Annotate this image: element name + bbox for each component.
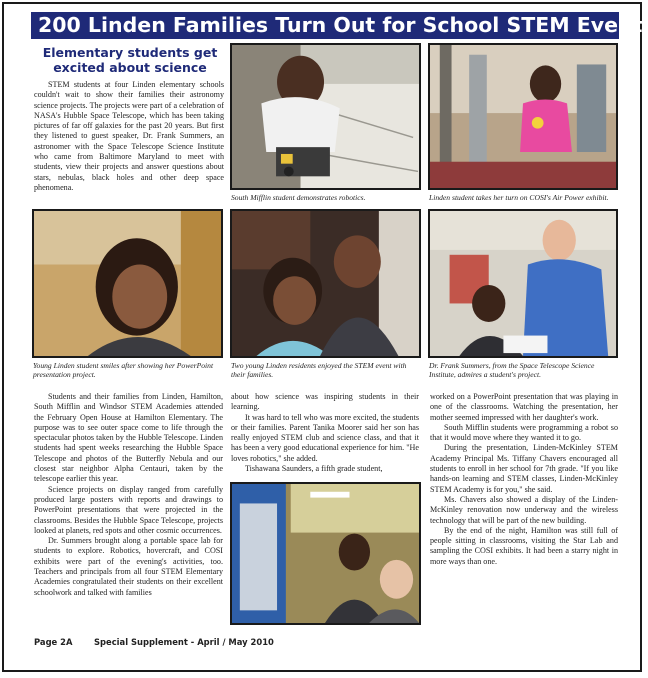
caption-robotics: South Mifflin student demonstrates robotics.: [231, 193, 366, 202]
caption-dr-summers: Dr. Frank Summers, from the Space Telescope Science Institute, admires a student's project.: [429, 361, 595, 380]
photo-smiling-student: [32, 209, 223, 358]
paragraph: worked on a PowerPoint presentation that was playing in one of the classrooms. Watching the presentation, her mother seemed impressed with her daughter's work.: [430, 392, 618, 422]
robotics-image: [232, 45, 419, 188]
caption-air-power: Linden student takes her turn on COSI's Air Power exhibit.: [429, 193, 609, 202]
intro-text: STEM students at four Linden elementary schools couldn't wait to show their families their astronomy science projects. The projects were part of a celebration of NASA's Hubble Space Telescope, which has been taking pictures of far off galaxies for the past 20 years. But first they listened to guest speaker, Dr. Frank Summers, an astronomer with the Space Telescope Science Institute who came from Baltimore Maryland to meet with students, view their projects and answer questions about stars, nebulas, black holes and other deep space phenomena.: [34, 80, 224, 192]
photo-robotics: [230, 43, 421, 190]
paragraph: By the end of the night, Hamilton was still full of people sitting in classrooms, visiting the Star Lab and sampling the COSI exhibits. It had been a starry night in more ways than one.: [430, 525, 618, 566]
dr-summers-image: [430, 211, 616, 356]
photo-dr-summers: [428, 209, 618, 358]
two-residents-image: [232, 211, 419, 356]
paragraph: about how science was inspiring students in their learning.: [231, 392, 419, 412]
footer-page-number: Page 2A: [34, 637, 73, 647]
caption-smiling-student: Young Linden student smiles after showing her PowerPoint presentation project.: [33, 361, 214, 380]
subheadline: Elementary students get excited about science: [42, 45, 218, 75]
air-power-image: [430, 45, 616, 188]
intro-paragraph: [34, 80, 224, 193]
paragraph: Ms. Chavers also showed a display of the Linden-McKinley renovation now underway and the wireless technology that will be part of the new building.: [430, 494, 618, 525]
headline: 200 Linden Families Turn Out for School STEM Event: [38, 13, 643, 37]
headline-banner: [31, 12, 643, 39]
smiling-student-image: [34, 211, 221, 356]
article-column-1: [34, 392, 223, 598]
paragraph: Science projects on display ranged from carefully produced large posters with reports and drawings to PowerPoint presentations that were projected in the classrooms. Besides the Hubble Space Telescope, projects looked at planets, red spots and other cosmic occurrences.: [34, 484, 223, 535]
article-column-2: [231, 392, 419, 474]
photo-two-residents: [230, 209, 421, 358]
photo-cosi-exhibit: [230, 482, 421, 625]
article-column-3: [430, 392, 618, 567]
paragraph: Students and their families from Linden, Hamilton, South Mifflin and Windsor STEM Academies attended the February Open House at Hamilton Elementary. The purpose was to see outer space come to life through the spectacular photos taken by the Hubble Telescope. Linden students had spent weeks researching the Hubble Space Telescope and photos of the Butterfly Nebula and our closest star neighbor Alpha Centauri, taken by the telescope earlier this year.: [34, 392, 223, 484]
paragraph: Tishawana Saunders, a fifth grade student,: [245, 464, 383, 474]
footer-supplement: Special Supplement - April / May 2010: [94, 637, 274, 647]
cosi-exhibit-image: [232, 484, 419, 623]
paragraph: Dr. Summers brought along a portable space lab for students to explore. Robotics, hovercraft, and COSI exhibits were part of the evening's activities, too. Teachers and principals from all four STEM Elementary Academies congratulated their students on their excellent schoolwork and talked with families: [34, 536, 223, 597]
paragraph: During the presentation, Linden-McKinley STEM Academy Principal Ms. Tiffany Chavers encouraged all students to enroll in her school for 7th grade. "If you like hands-on learning and STEM classes, Linden-McKinley STEM Academy is for you," she said.: [430, 443, 618, 494]
caption-two-residents: Two young Linden residents enjoyed the STEM event with their families.: [231, 361, 407, 380]
paragraph: South Mifflin students were programming a robot so that it would move where they wanted it to go.: [430, 422, 618, 443]
photo-air-power: [428, 43, 618, 190]
paragraph: It was hard to tell who was more excited, the students or their families. Parent Tanika Moorer said her son has really enjoyed STEM club and science class, and that it has been a very good educational experience for him. "He loves robotics," she added.: [231, 412, 419, 463]
